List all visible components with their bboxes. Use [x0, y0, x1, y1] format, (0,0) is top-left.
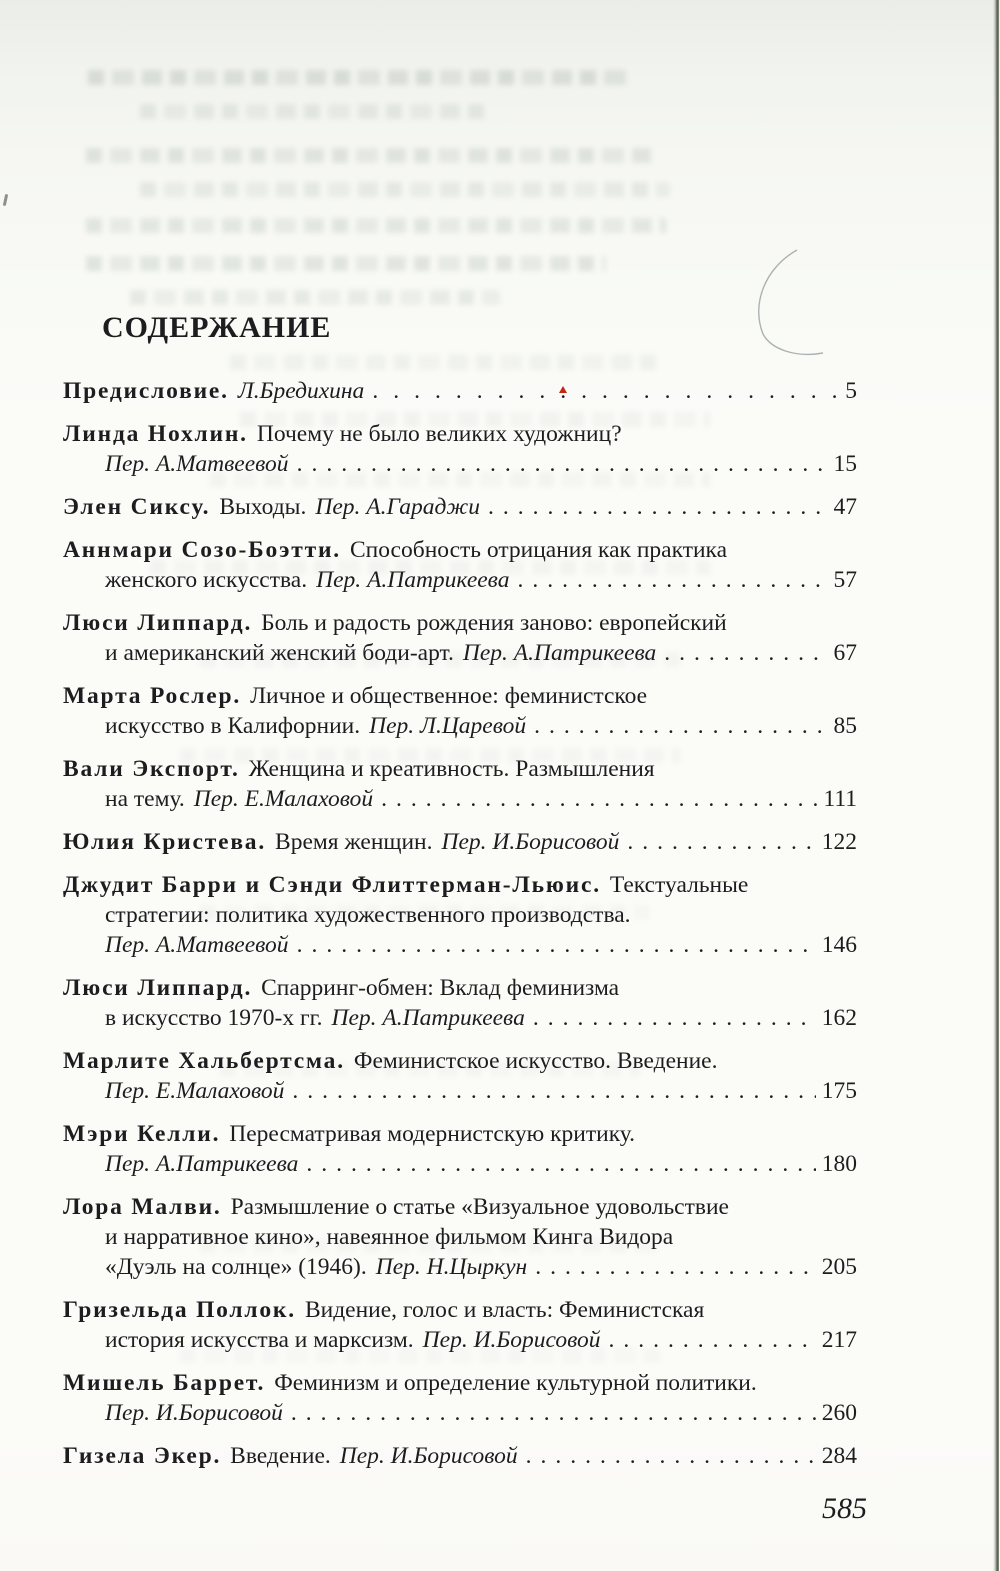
toc-translator: Пер. И.Борисовой — [105, 1400, 283, 1426]
toc-entry — [63, 754, 857, 814]
toc-line — [63, 535, 857, 565]
dot-leader — [292, 1076, 815, 1106]
toc-line — [63, 449, 857, 479]
toc-translator: Пер. И.Борисовой — [441, 829, 620, 855]
toc-title: Боль и радость рождения заново: европейский — [261, 610, 727, 636]
toc-author: Марлите Хальбертсма. — [63, 1048, 345, 1074]
ghost-bleedthrough-line — [86, 148, 651, 163]
toc-author: Марта Рослер. — [63, 683, 242, 709]
toc-line — [63, 930, 857, 960]
toc-translator: Пер. А.Матвеевой — [105, 932, 289, 958]
toc-title: Почему не было великих художниц? — [256, 421, 622, 447]
ghost-bleedthrough-line — [86, 218, 666, 233]
toc-line — [63, 1003, 857, 1033]
toc-line — [63, 1368, 857, 1398]
toc-title: Пересматривая модернистскую критику. — [229, 1121, 636, 1147]
toc-page-number: 205 — [821, 1254, 857, 1280]
toc-page-number: 111 — [823, 786, 857, 812]
toc-title: история искусства и марксизм. — [105, 1327, 414, 1353]
dot-leader — [372, 376, 839, 406]
dot-leader — [664, 638, 827, 668]
ghost-bleedthrough-line — [140, 182, 670, 197]
toc-translator: Пер. А.Патрикеева — [316, 567, 510, 593]
toc-entry — [63, 419, 857, 479]
dot-leader — [535, 1252, 816, 1282]
toc-author: Аннмари Созо-Боэтти. — [63, 537, 341, 563]
toc-author: Линда Нохлин. — [63, 421, 248, 447]
toc-page-number: 217 — [821, 1327, 857, 1353]
toc-author: Элен Сиксу. — [63, 494, 211, 520]
toc-line — [63, 784, 857, 814]
toc-entry — [63, 1192, 857, 1282]
toc-line — [63, 1222, 857, 1252]
toc-line — [63, 1295, 857, 1325]
toc-entry — [63, 1368, 857, 1428]
toc-title: стратегии: политика художественного производства. — [105, 902, 631, 928]
toc-list — [63, 376, 857, 1471]
dot-leader — [488, 492, 827, 522]
toc-title: Феминистское искусство. Введение. — [353, 1048, 718, 1074]
toc-content — [63, 310, 867, 1527]
toc-entry — [63, 1046, 857, 1106]
toc-line — [63, 1046, 857, 1076]
toc-title: Размышление о статье «Визуальное удовольствие — [230, 1194, 729, 1220]
page-scan-edge — [993, 0, 999, 1571]
ghost-bleedthrough-line — [130, 290, 500, 305]
dot-leader — [533, 1003, 816, 1033]
page-number: 585 — [822, 1492, 867, 1525]
toc-page-number: 162 — [821, 1005, 857, 1031]
toc-author: Юлия Кристева. — [63, 829, 267, 855]
toc-line — [63, 900, 857, 930]
dot-leader — [526, 1441, 816, 1471]
toc-page-number: 15 — [833, 451, 857, 477]
toc-author: Джудит Барри и Сэнди Флиттерман-Льюис. — [63, 872, 601, 898]
toc-title: на тему. — [105, 786, 185, 812]
toc-entry — [63, 1441, 857, 1471]
toc-translator: Л.Бредихина — [237, 378, 365, 404]
toc-title: Способность отрицания как практика — [349, 537, 728, 563]
toc-translator: Пер. Л.Царевой — [369, 713, 527, 739]
toc-page-number: 175 — [821, 1078, 857, 1104]
toc-entry — [63, 827, 857, 857]
toc-line — [63, 565, 857, 595]
toc-page-number: 57 — [833, 567, 857, 593]
ghost-bleedthrough-line — [86, 256, 606, 271]
page-title: СОДЕРЖАНИЕ — [102, 311, 332, 344]
toc-title: Выходы. — [219, 494, 307, 520]
toc-entry — [63, 681, 857, 741]
toc-line — [63, 973, 857, 1003]
dot-leader — [534, 711, 827, 741]
dot-leader — [381, 784, 817, 814]
toc-entry — [63, 535, 857, 595]
toc-translator: Пер. А.Патрикеева — [462, 640, 657, 666]
toc-author: Предисловие. — [63, 378, 229, 404]
toc-line — [63, 827, 857, 857]
toc-entry — [63, 492, 857, 522]
toc-author: Гизела Экер. — [63, 1443, 222, 1469]
toc-title: в искусство 1970-х гг. — [105, 1005, 323, 1031]
toc-line — [63, 1192, 857, 1222]
toc-line — [63, 419, 857, 449]
dot-leader — [291, 1398, 816, 1428]
toc-translator: Пер. Е.Малаховой — [105, 1078, 285, 1104]
toc-entry — [63, 376, 857, 406]
toc-title: Текстуальные — [609, 872, 749, 898]
ghost-bleedthrough-line — [140, 104, 490, 119]
toc-title: «Дуэль на солнце» (1946). — [105, 1254, 367, 1280]
toc-author: Гризельда Поллок. — [63, 1297, 296, 1323]
dot-leader — [306, 1149, 815, 1179]
toc-title: Феминизм и определение культурной политики. — [274, 1370, 757, 1396]
toc-translator: Пер. И.Борисовой — [422, 1327, 601, 1353]
toc-page-number: 284 — [821, 1443, 857, 1469]
toc-entry — [63, 973, 857, 1033]
toc-translator: Пер. А.Гараджи — [315, 494, 481, 520]
dot-leader — [297, 930, 816, 960]
toc-author: Лора Малви. — [63, 1194, 222, 1220]
toc-line — [63, 754, 857, 784]
dot-leader — [517, 565, 827, 595]
toc-page-number: 146 — [821, 932, 857, 958]
toc-author: Люси Липпард. — [63, 610, 253, 636]
toc-page-number: 260 — [821, 1400, 857, 1426]
toc-translator: Пер. И.Борисовой — [339, 1443, 518, 1469]
toc-line — [63, 1398, 857, 1428]
dot-leader — [627, 827, 815, 857]
toc-entry — [63, 1119, 857, 1179]
toc-page-number: 180 — [821, 1151, 857, 1177]
toc-page-number: 122 — [821, 829, 857, 855]
toc-title: Время женщин. — [275, 829, 433, 855]
toc-entry — [63, 1295, 857, 1355]
toc-line — [63, 492, 857, 522]
toc-title: Женщина и креативность. Размышления — [248, 756, 655, 782]
ghost-bleedthrough-line — [88, 70, 633, 85]
red-mark-artifact — [559, 386, 567, 393]
toc-translator: Пер. А.Матвеевой — [105, 451, 289, 477]
ink-speck-artifact — [3, 194, 8, 206]
toc-author: Мишель Баррет. — [63, 1370, 266, 1396]
toc-title: женского искусства. — [105, 567, 308, 593]
toc-line — [63, 608, 857, 638]
toc-title: и нарративное кино», навеянное фильмом Кинга Видора — [105, 1224, 674, 1250]
toc-translator: Пер. А.Патрикеева — [331, 1005, 525, 1031]
toc-entry — [63, 870, 857, 960]
toc-title: и американский женский боди-арт. — [105, 640, 454, 666]
toc-author: Люси Липпард. — [63, 975, 253, 1001]
toc-line — [63, 711, 857, 741]
toc-page-number: 85 — [833, 713, 857, 739]
toc-line — [63, 681, 857, 711]
toc-line — [63, 1441, 857, 1471]
toc-title: искусство в Калифорнии. — [105, 713, 361, 739]
toc-line — [63, 376, 857, 406]
toc-title: Личное и общественное: феминистское — [250, 683, 648, 709]
toc-translator: Пер. Н.Цыркун — [375, 1254, 528, 1280]
toc-title: Введение. — [230, 1443, 331, 1469]
toc-line — [63, 1119, 857, 1149]
toc-translator: Пер. Е.Малаховой — [193, 786, 374, 812]
toc-line — [63, 1252, 857, 1282]
toc-entry — [63, 608, 857, 668]
dot-leader — [297, 449, 828, 479]
toc-title: Видение, голос и власть: Феминистская — [304, 1297, 705, 1323]
toc-author: Вали Экспорт. — [63, 756, 240, 782]
toc-page-number: 67 — [833, 640, 857, 666]
toc-line — [63, 870, 857, 900]
toc-page-number: 47 — [833, 494, 857, 520]
toc-line — [63, 1149, 857, 1179]
toc-translator: Пер. А.Патрикеева — [105, 1151, 299, 1177]
dot-leader — [609, 1325, 816, 1355]
toc-title: Спарринг-обмен: Вклад феминизма — [261, 975, 620, 1001]
toc-line — [63, 638, 857, 668]
toc-line — [63, 1325, 857, 1355]
toc-line — [63, 1076, 857, 1106]
toc-page-number: 5 — [845, 378, 857, 404]
toc-author: Мэри Келли. — [63, 1121, 221, 1147]
